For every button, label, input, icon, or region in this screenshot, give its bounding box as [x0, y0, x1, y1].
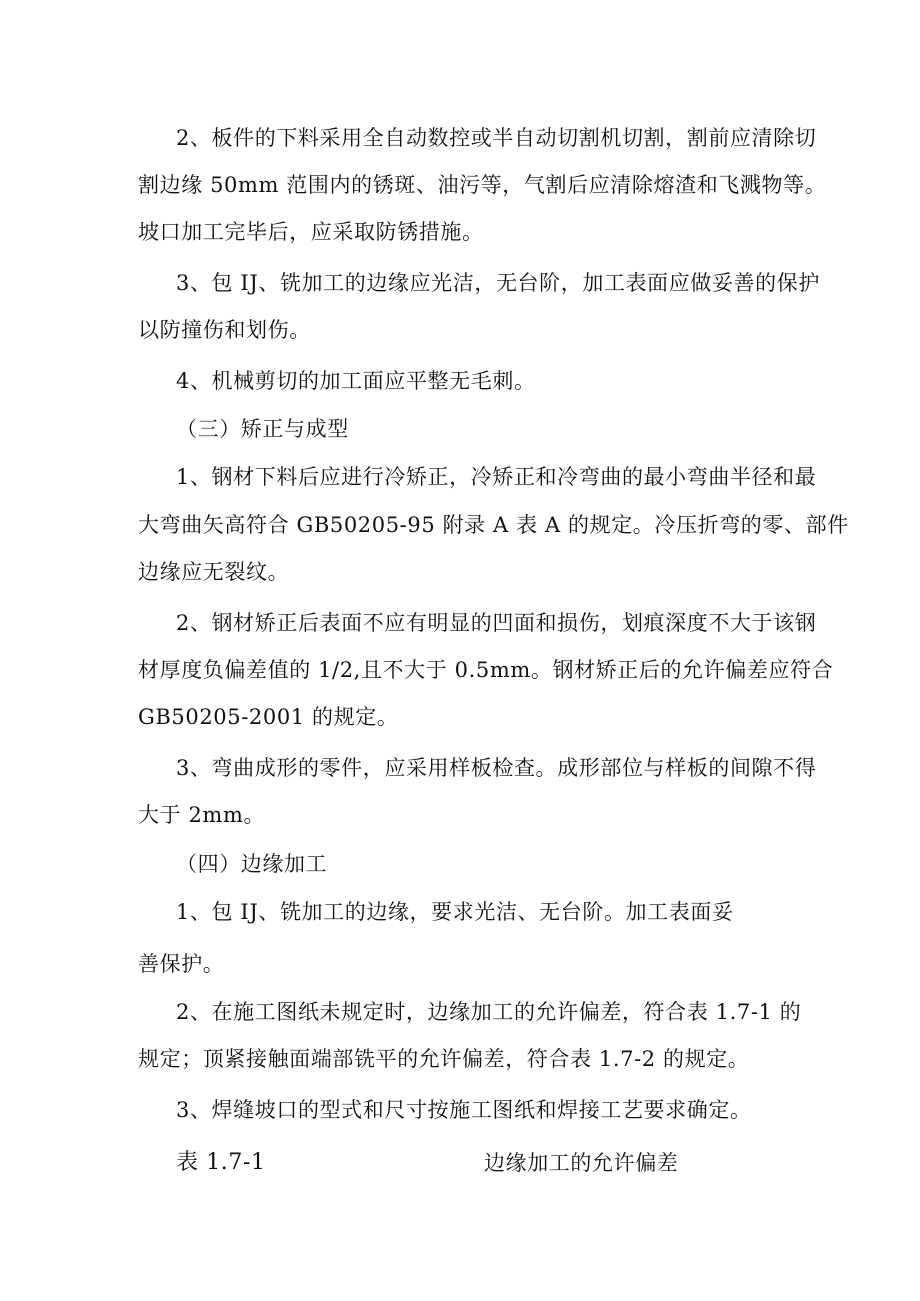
paragraph-sheet-cutting-line-2: 割边缘 50mm 范围内的锈斑、油污等，气割后应清除熔渣和飞溅物等。 — [138, 173, 827, 197]
paragraph-shearing-line-1: 4、机械剪切的加工面应平整无毛刺。 — [176, 369, 536, 393]
s3-paragraph-2-line-1: 2、钢材矫正后表面不应有明显的凹面和损伤，划痕深度不大于该钢 — [176, 611, 817, 635]
s4-paragraph-1-line-2: 善保护。 — [138, 952, 225, 976]
s3-paragraph-1-line-3: 边缘应无裂纹。 — [138, 560, 290, 584]
table-caption-title: 边缘加工的允许偏差 — [484, 1151, 679, 1175]
s3-paragraph-2-line-2: 材厚度负偏差值的 1/2,且不大于 0.5mm。钢材矫正后的允许偏差应符合 — [138, 658, 834, 682]
s4-paragraph-1-line-1: 1、包 IJ、铣加工的边缘，要求光洁、无台阶。加工表面妥 — [176, 900, 734, 924]
section-3-heading: （三）矫正与成型 — [176, 417, 349, 441]
s4-paragraph-2-line-1: 2、在施工图纸未规定时，边缘加工的允许偏差，符合表 1.7-1 的 — [176, 1000, 802, 1024]
s3-paragraph-3-line-2: 大于 2mm。 — [138, 803, 266, 827]
paragraph-sheet-cutting-line-3: 坡口加工完毕后，应采取防锈措施。 — [138, 220, 484, 244]
s3-paragraph-1-line-2: 大弯曲矢高符合 GB50205-95 附录 A 表 A 的规定。冷压折弯的零、部件 — [138, 513, 849, 537]
s3-paragraph-3-line-1: 3、弯曲成形的零件，应采用样板检查。成形部位与样板的间隙不得 — [176, 756, 817, 780]
paragraph-sheet-cutting-line-1: 2、板件的下料采用全自动数控或半自动切割机切割，割前应清除切 — [176, 126, 817, 150]
table-caption-number: 表 1.7-1 — [176, 1150, 266, 1175]
paragraph-milling-line-1: 3、包 IJ、铣加工的边缘应光洁，无台阶，加工表面应做妥善的保护 — [176, 271, 820, 295]
s4-paragraph-3-line-1: 3、焊缝坡口的型式和尺寸按施工图纸和焊接工艺要求确定。 — [176, 1098, 752, 1122]
paragraph-milling-line-2: 以防撞伤和划伤。 — [138, 318, 311, 342]
s4-paragraph-2-line-2: 规定；顶紧接触面端部铣平的允许偏差，符合表 1.7-2 的规定。 — [138, 1047, 750, 1071]
s3-paragraph-1-line-1: 1、钢材下料后应进行冷矫正，冷矫正和冷弯曲的最小弯曲半径和最 — [176, 465, 817, 489]
section-4-heading: （四）边缘加工 — [176, 852, 328, 876]
s3-paragraph-2-line-3: GB50205-2001 的规定。 — [138, 705, 399, 729]
